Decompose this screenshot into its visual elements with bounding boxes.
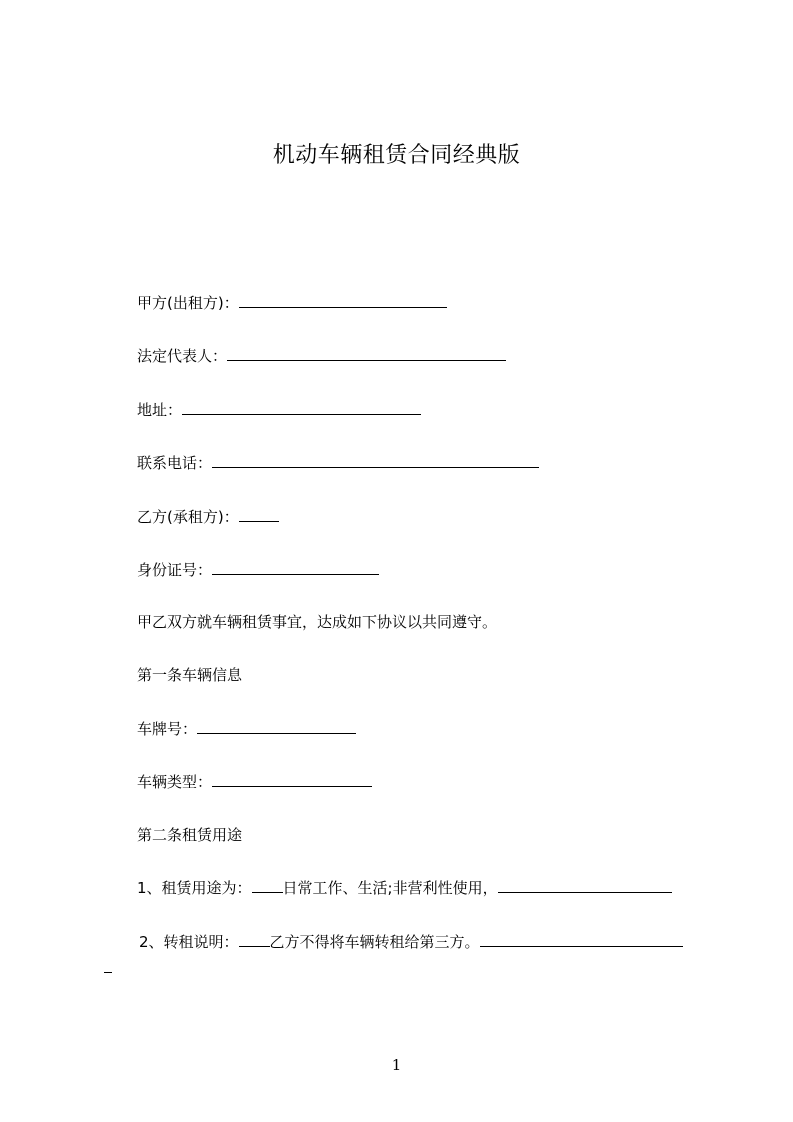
plate-line (137, 718, 356, 740)
address-line (137, 399, 421, 421)
intro-line: 甲乙双方就车辆租赁事宜，达成如下协议以共同遵守。 (137, 613, 498, 631)
phone-blank (212, 453, 539, 468)
use-value: 日常工作、生活;非营利性使用， (282, 879, 498, 897)
party-a-blank (239, 293, 447, 308)
party-b-line (137, 506, 279, 528)
id-number-blank (212, 560, 379, 575)
sublease-trail-blank (480, 932, 683, 947)
legal-rep-label: 法定代表人： (137, 347, 228, 365)
legal-rep-blank (227, 346, 506, 361)
wrapped-underline-fragment (104, 972, 112, 973)
article-1-heading: 第一条车辆信息 (137, 666, 243, 684)
use-label: 1、租赁用途为： (137, 879, 252, 897)
sublease-value: 乙方不得将车辆转租给第三方。 (269, 933, 480, 951)
phone-label: 联系电话： (137, 454, 213, 472)
phone-line (137, 452, 539, 474)
address-label: 地址： (137, 401, 183, 419)
use-lead-blank (252, 878, 283, 893)
sublease-label: 2、转租说明： (139, 933, 239, 951)
id-number-line (137, 559, 379, 581)
legal-rep-line (137, 345, 506, 367)
plate-label: 车牌号： (137, 720, 198, 738)
vehicle-type-blank (212, 772, 372, 787)
page-title: 机动车辆租赁合同经典版 (272, 143, 521, 168)
party-b-label: 乙方(承租方)： (137, 508, 239, 526)
party-b-blank (239, 507, 279, 522)
page-number: 1 (391, 1056, 402, 1074)
id-number-label: 身份证号： (137, 561, 213, 579)
article-2-heading: 第二条租赁用途 (137, 826, 243, 844)
plate-blank (197, 719, 356, 734)
address-blank (182, 400, 421, 415)
sublease-lead-blank (239, 932, 270, 947)
vehicle-type-line (137, 771, 372, 793)
sublease-line (139, 931, 683, 953)
use-line (137, 877, 672, 899)
party-a-line (137, 292, 447, 314)
party-a-label: 甲方(出租方)： (137, 294, 239, 312)
use-trail-blank (498, 878, 672, 893)
vehicle-type-label: 车辆类型： (137, 773, 213, 791)
